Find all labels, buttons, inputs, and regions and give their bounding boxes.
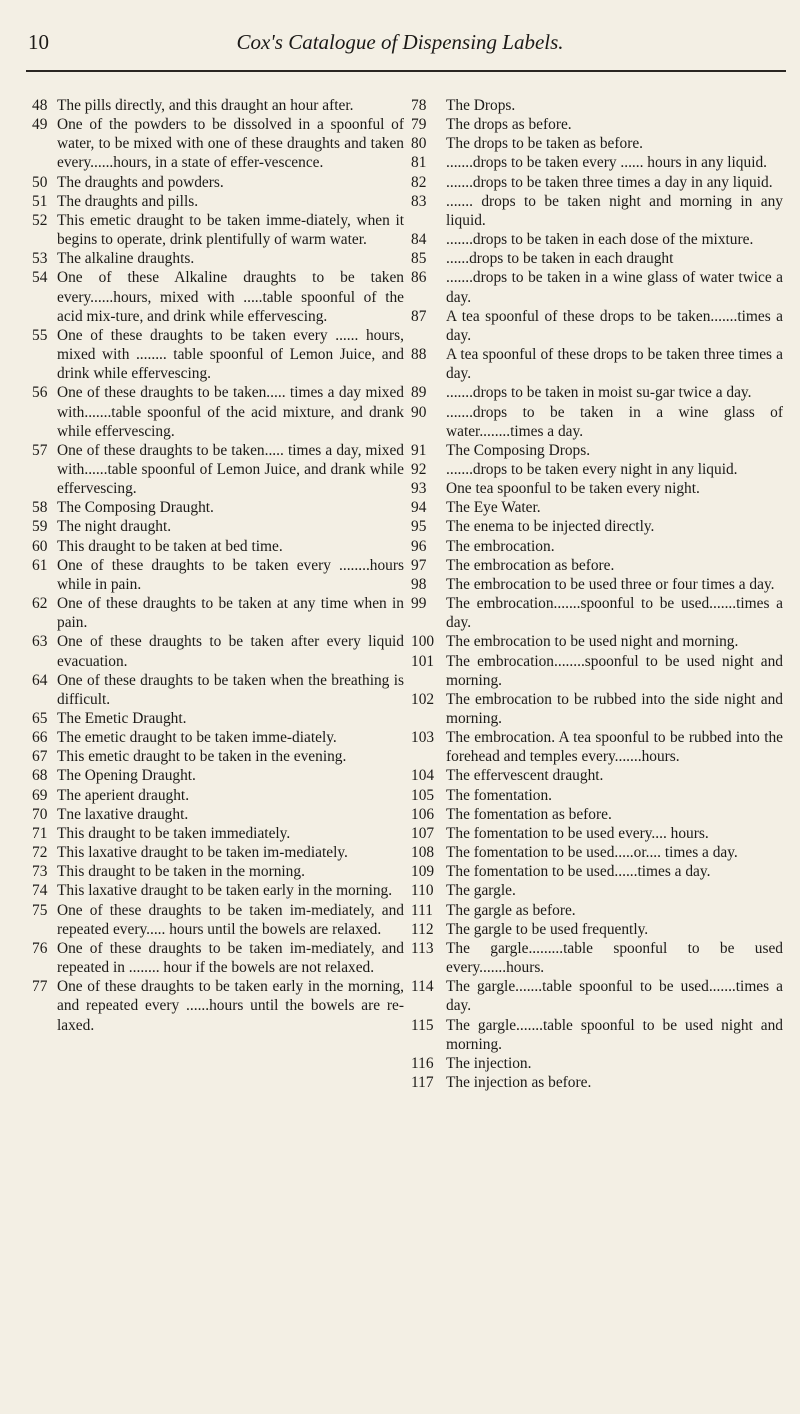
entry-number: 115	[411, 1016, 434, 1034]
entry-number: 62	[32, 595, 48, 613]
entry-number: 90	[411, 403, 427, 421]
label-entry	[32, 383, 404, 440]
label-entry	[411, 805, 783, 824]
entry-text: The Composing Drops.	[446, 441, 591, 459]
entry-text: The gargle.	[446, 882, 516, 900]
entry-text: The injection.	[446, 1054, 532, 1072]
entry-number: 112	[411, 920, 434, 938]
entry-number: 53	[32, 250, 48, 268]
label-entry	[32, 268, 404, 325]
header-rule	[26, 70, 786, 72]
label-entry	[32, 709, 404, 728]
entry-text: This laxative draught to be taken im-mediately.	[57, 844, 348, 862]
entry-number: 74	[32, 882, 48, 900]
label-entry	[32, 441, 404, 498]
label-entry	[411, 594, 783, 632]
entry-number: 51	[32, 192, 48, 210]
entry-text: The draughts and powders.	[57, 173, 224, 191]
entry-text: .......drops to be taken three times a day in any liquid.	[446, 173, 773, 191]
entry-number: 83	[411, 192, 427, 210]
entry-number: 57	[32, 441, 48, 459]
entry-number: 105	[411, 786, 435, 804]
entry-text: The fomentation to be used.....or.... times a day.	[446, 844, 738, 862]
entry-number: 56	[32, 384, 48, 402]
entry-text: One of these draughts to be taken im-mediately, and repeated every..... hours until the bowels are relaxed.	[57, 901, 404, 938]
entry-number: 107	[411, 824, 435, 842]
entry-number: 113	[411, 939, 434, 957]
label-entry	[411, 345, 783, 383]
entry-number: 69	[32, 786, 48, 804]
label-entry	[32, 671, 404, 709]
entry-number: 55	[32, 326, 48, 344]
label-entry	[32, 556, 404, 594]
label-entry	[411, 383, 783, 402]
entry-text: This draught to be taken in the morning.	[57, 863, 305, 881]
entry-text: Tne laxative draught.	[57, 805, 189, 823]
entry-text: The night draught.	[57, 518, 172, 536]
label-entry	[411, 556, 783, 575]
label-entry	[411, 766, 783, 785]
label-entry	[411, 1073, 783, 1092]
entry-number: 52	[32, 211, 48, 229]
entry-number: 71	[32, 824, 48, 842]
label-entry	[411, 575, 783, 594]
entry-number: 76	[32, 939, 48, 957]
entry-number: 85	[411, 250, 427, 268]
entry-text: The fomentation to be used every.... hours.	[446, 824, 709, 842]
entry-text: The enema to be injected directly.	[446, 518, 655, 536]
entry-number: 86	[411, 269, 427, 287]
entry-text: The embrocation to be used three or four times a day.	[446, 575, 775, 593]
label-entry	[32, 939, 404, 977]
entry-text: One of these draughts to be taken..... times a day, mixed with......table spoonful of Lemon Juice, and drank while effervescing.	[57, 441, 404, 498]
label-entry	[411, 728, 783, 766]
label-entry	[32, 537, 404, 556]
label-entry	[32, 115, 404, 172]
entry-number: 58	[32, 499, 48, 517]
entry-number: 79	[411, 116, 427, 134]
entry-text: A tea spoonful of these drops to be taken three times a day.	[446, 346, 783, 383]
entry-text: A tea spoonful of these drops to be taken.......times a day.	[446, 307, 783, 344]
entry-number: 78	[411, 97, 427, 114]
entry-text: One of these draughts to be taken at any time when in pain.	[57, 595, 404, 632]
label-entry	[411, 307, 783, 345]
label-entry	[411, 441, 783, 460]
entry-number: 101	[411, 652, 435, 670]
entry-number: 80	[411, 135, 427, 153]
label-entry	[32, 192, 404, 211]
label-entry	[411, 268, 783, 306]
entry-number: 89	[411, 384, 427, 402]
entry-text: One of these draughts to be taken when the breathing is difficult.	[57, 671, 404, 708]
entry-number: 75	[32, 901, 48, 919]
entry-number: 48	[32, 97, 48, 114]
left-column	[32, 96, 404, 1035]
label-entry	[32, 249, 404, 268]
entry-text: The embrocation.	[446, 537, 555, 555]
entry-number: 81	[411, 154, 427, 172]
entry-text: One of these draughts to be taken early in the morning, and repeated every ......hours until the bowels are re-laxed.	[57, 978, 404, 1034]
entry-number: 114	[411, 978, 434, 996]
entry-text: The fomentation.	[446, 786, 552, 804]
entry-number: 104	[411, 767, 435, 785]
entry-number: 92	[411, 460, 427, 478]
label-entry	[32, 517, 404, 536]
label-entry	[411, 786, 783, 805]
entry-text: ....... drops to be taken night and morning in any liquid.	[446, 192, 783, 229]
entry-number: 49	[32, 116, 48, 134]
entry-number: 102	[411, 690, 435, 708]
entry-text: .......drops to be taken in each dose of the mixture.	[446, 231, 754, 249]
label-entry	[411, 460, 783, 479]
label-entry	[411, 230, 783, 249]
entry-text: One tea spoonful to be taken every night.	[446, 480, 700, 498]
entry-number: 109	[411, 863, 435, 881]
entry-number: 94	[411, 499, 427, 517]
label-entry	[411, 115, 783, 134]
entry-text: The embrocation as before.	[446, 556, 615, 574]
label-entry	[411, 690, 783, 728]
entry-text: The gargle.........table spoonful to be used every.......hours.	[446, 939, 783, 977]
entry-number: 110	[411, 882, 434, 900]
label-entry	[411, 96, 783, 115]
entry-number: 77	[32, 978, 48, 996]
entry-number: 82	[411, 173, 427, 191]
label-entry	[411, 939, 783, 977]
label-entry	[411, 652, 783, 690]
label-entry	[411, 1016, 783, 1054]
label-entry	[32, 805, 404, 824]
label-entry	[411, 498, 783, 517]
entry-text: .......drops to be taken every night in any liquid.	[446, 460, 738, 478]
label-entry	[411, 977, 783, 1015]
entry-number: 116	[411, 1054, 434, 1072]
entry-number: 117	[411, 1073, 434, 1091]
entry-number: 70	[32, 805, 48, 823]
entry-number: 111	[411, 901, 433, 919]
entry-text: The embrocation........spoonful to be used night and morning.	[446, 652, 783, 689]
entry-text: .......drops to be taken every ...... hours in any liquid.	[446, 154, 768, 172]
entry-number: 96	[411, 537, 427, 555]
label-entry	[32, 901, 404, 939]
entry-text: The gargle.......table spoonful to be used night and morning.	[446, 1016, 783, 1053]
label-entry	[32, 728, 404, 747]
entry-text: The gargle as before.	[446, 901, 576, 919]
entry-number: 64	[32, 671, 48, 689]
entry-number: 91	[411, 441, 427, 459]
page-number: 10	[28, 30, 49, 54]
label-entry	[411, 537, 783, 556]
entry-text: The alkaline draughts.	[57, 250, 195, 268]
entry-number: 87	[411, 307, 427, 325]
label-entry	[411, 192, 783, 230]
label-entry	[411, 173, 783, 192]
entry-number: 93	[411, 480, 427, 498]
entry-number: 67	[32, 748, 48, 766]
entry-text: The injection as before.	[446, 1073, 592, 1091]
entry-text: One of these draughts to be taken every ...... hours, mixed with ........ table spoonful of Lemon Juice, and drink while effervescing.	[57, 326, 404, 383]
entry-number: 88	[411, 346, 427, 364]
entry-text: The fomentation to be used......times a day.	[446, 863, 711, 881]
entry-number: 60	[32, 537, 48, 555]
entry-text: One of these draughts to be taken after every liquid evacuation.	[57, 633, 404, 670]
label-entry	[32, 766, 404, 785]
entry-number: 50	[32, 173, 48, 191]
entry-text: This emetic draught to be taken in the evening.	[57, 748, 347, 766]
entry-text: The embrocation to be rubbed into the side night and morning.	[446, 690, 783, 727]
label-entry	[32, 632, 404, 670]
label-entry	[411, 479, 783, 498]
label-entry	[411, 901, 783, 920]
entry-number: 103	[411, 729, 435, 747]
label-entry	[411, 517, 783, 536]
label-entry	[411, 843, 783, 862]
entry-number: 108	[411, 844, 435, 862]
entry-text: This draught to be taken at bed time.	[57, 537, 283, 555]
label-entry	[32, 211, 404, 249]
label-entry	[411, 1054, 783, 1073]
page-header	[0, 30, 800, 64]
entry-number: 72	[32, 844, 48, 862]
entry-text: The effervescent draught.	[446, 767, 604, 785]
entry-text: .......drops to be taken in a wine glass of water........times a day.	[446, 403, 783, 440]
entry-text: The emetic draught to be taken imme-diately.	[57, 729, 337, 747]
entry-number: 54	[32, 269, 48, 287]
entry-text: .......drops to be taken in moist su-gar twice a day.	[446, 384, 752, 402]
entry-text: The Eye Water.	[446, 499, 541, 517]
entry-text: The embrocation. A tea spoonful to be rubbed into the forehead and temples every.......hours.	[446, 729, 783, 766]
label-entry	[411, 632, 783, 651]
entry-text: The Composing Draught.	[57, 499, 214, 517]
entry-text: The Emetic Draught.	[57, 710, 187, 727]
entry-number: 61	[32, 556, 48, 574]
page-title: Cox's Catalogue of Dispensing Labels.	[236, 30, 564, 54]
entry-number: 95	[411, 518, 427, 536]
entry-text: One of these draughts to be taken..... times a day mixed with.......table spoonful of the acid mixture, and drank while effervescing.	[57, 384, 404, 440]
entry-text: This draught to be taken immediately.	[57, 824, 291, 842]
label-entry	[32, 824, 404, 843]
label-entry	[32, 747, 404, 766]
label-entry	[32, 498, 404, 517]
label-entry	[411, 862, 783, 881]
entry-text: One of these Alkaline draughts to be taken every......hours, mixed with .....table spoonful of the acid mix-ture, and drink while effervescing.	[57, 269, 404, 325]
entry-number: 98	[411, 575, 427, 593]
label-entry	[411, 920, 783, 939]
label-entry	[411, 824, 783, 843]
entry-text: The drops as before.	[446, 116, 572, 134]
entry-number: 100	[411, 633, 435, 651]
entry-text: The Opening Draught.	[57, 767, 196, 785]
label-entry	[411, 134, 783, 153]
entry-number: 59	[32, 518, 48, 536]
label-entry	[32, 977, 404, 1034]
entry-number: 68	[32, 767, 48, 785]
entry-text: The gargle to be used frequently.	[446, 920, 649, 938]
label-entry	[32, 881, 404, 900]
label-entry	[411, 881, 783, 900]
entry-text: The fomentation as before.	[446, 805, 612, 823]
label-entry	[32, 862, 404, 881]
entry-text: The embrocation to be used night and morning.	[446, 633, 739, 651]
entry-number: 65	[32, 710, 48, 727]
entry-text: This laxative draught to be taken early in the morning.	[57, 882, 393, 900]
entry-text: The embrocation.......spoonful to be used.......times a day.	[446, 595, 783, 632]
label-entry	[411, 153, 783, 172]
label-entry	[411, 249, 783, 268]
label-entry	[32, 594, 404, 632]
entry-text: The Drops.	[446, 97, 516, 114]
label-entry	[32, 326, 404, 383]
entry-text: One of the powders to be dissolved in a spoonful of water, to be mixed with one of these draughts and taken every......hours, in a state of effer-vescence.	[57, 116, 404, 172]
entry-number: 106	[411, 805, 435, 823]
entry-text: One of these draughts to be taken every ........hours while in pain.	[57, 556, 404, 593]
entry-text: .......drops to be taken in a wine glass of water twice a day.	[446, 269, 783, 306]
entry-number: 97	[411, 556, 427, 574]
label-entry	[32, 173, 404, 192]
entry-text: One of these draughts to be taken im-mediately, and repeated in ........ hour if the bowels are not relaxed.	[57, 939, 404, 977]
entry-number: 66	[32, 729, 48, 747]
entry-text: The draughts and pills.	[57, 192, 199, 210]
entry-text: The gargle.......table spoonful to be used.......times a day.	[446, 978, 783, 1015]
label-entry	[32, 96, 404, 115]
entry-number: 99	[411, 595, 427, 613]
entry-number: 73	[32, 863, 48, 881]
entry-text: The drops to be taken as before.	[446, 135, 644, 153]
entry-number: 63	[32, 633, 48, 651]
label-entry	[32, 843, 404, 862]
entry-text: ......drops to be taken in each draught	[446, 250, 674, 268]
label-entry	[32, 786, 404, 805]
entry-text: This emetic draught to be taken imme-diately, when it begins to operate, drink plentifully of warm water.	[57, 211, 404, 249]
entry-text: The pills directly, and this draught an hour after.	[57, 97, 354, 114]
label-entry	[411, 403, 783, 441]
entry-text: The aperient draught.	[57, 786, 190, 804]
right-column	[411, 96, 783, 1092]
entry-number: 84	[411, 231, 427, 249]
